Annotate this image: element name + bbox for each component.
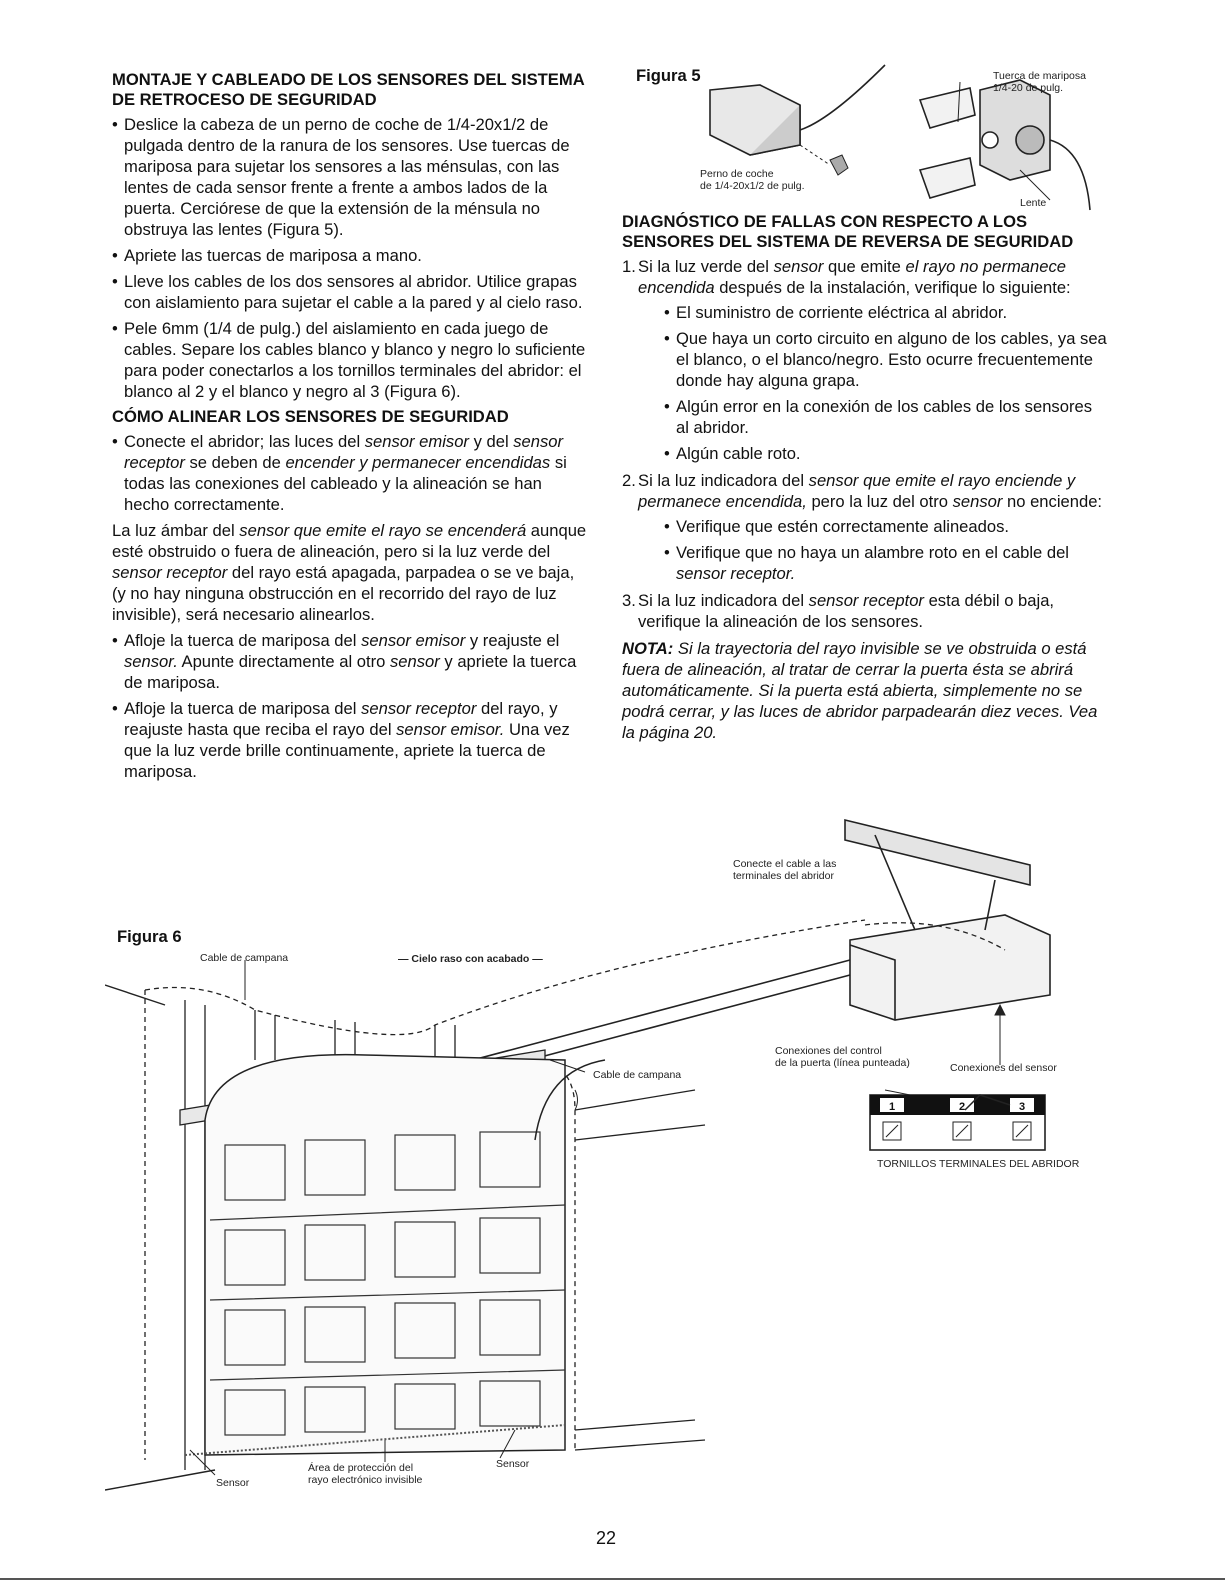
- amber-light-paragraph: La luz ámbar del sensor que emite el rayo se encenderá aunque esté obstruido o fuera de alineación, pero si la luz verde del sensor receptor del rayo está apagada, parpadea o se ve baja, (y no hay ninguna obstrucción en el recorrido del rayo de luz invisible), será necesario alinearlos.: [112, 521, 587, 624]
- note-paragraph: NOTA: Si la trayectoria del rayo invisible se ve obstruida o está fuera de alineación, al tratar de cerrar la puerta ésta se abrirá automáticamente. Si la puerta está abierta, simplemente no se podrá cerrar, y las luces de abridor parpadearán diez veces. Vea la página 20.: [622, 639, 1098, 742]
- sensor-connections-caption: Conexiones del sensor: [950, 1062, 1057, 1074]
- list-item: • Pele 6mm (1/4 de pulg.) del aislamiento en cada juego de cables. Separe los cables blanco y blanco y negro lo suficiente para poder conectarlos a los tornillos terminales del abridor: el blanco al 2 y el blanco y negro al 3 (Figura 6).: [112, 318, 590, 402]
- list-item: • Afloje la tuerca de mariposa del sensor receptor del rayo, y reajuste hasta que reciba el rayo del sensor emisor. Una vez que la luz verde brille continuamente, apriete la tuerca de mariposa.: [112, 698, 590, 782]
- sub-list: [638, 516, 1108, 584]
- list-item: • Verifique que no haya un alambre roto en el cable del sensor receptor.: [664, 542, 1108, 584]
- list-item: • Conecte el abridor; las luces del sensor emisor y del sensor receptor se deben de encender y permanecer encendidas si todas las conexiones del cableado y la alineación se han hecho correctamente.: [112, 431, 590, 515]
- carriage-bolt-caption: Perno de coche de 1/4-20x1/2 de pulg.: [700, 168, 805, 192]
- lens-caption: Lente: [1020, 197, 1047, 209]
- troubleshooting-list: [622, 256, 1108, 632]
- list-item: 1. Si la luz verde del sensor que emite el rayo no permanece encendida después de la instalación, verifique lo siguiente: • El suministro de corriente eléctrica al abridor. • Que haya un corto circuito en alguno de los cables, ya sea el blanco, o el blanco/negro. Esto ocurre frecuentemente donde hay alguna grapa. • Algún error en la conexión de los cables de los sensores al abridor. • Algún cable roto.: [622, 256, 1108, 464]
- heading-align-sensors: CÓMO ALINEAR LOS SENSORES DE SEGURIDAD: [112, 407, 509, 426]
- list-item: 3. Si la luz indicadora del sensor receptor esta débil o baja, verifique la alineación de los sensores.: [622, 591, 1055, 631]
- list-item: • Algún cable roto.: [664, 443, 1108, 464]
- page-number: 22: [596, 1528, 617, 1548]
- mounting-steps-list: [112, 114, 590, 402]
- bell-wire-caption-mid: Cable de campana: [593, 1069, 682, 1081]
- right-column: [622, 212, 1108, 748]
- bell-wire-caption-top: Cable de campana: [200, 952, 289, 964]
- list-item: • Lleve los cables de los dos sensores al abridor. Utilice grapas con aislamiento para sujetar el cable a la pared y al cielo raso.: [112, 271, 590, 313]
- terminal-screws-caption: TORNILLOS TERMINALES DEL ABRIDOR: [877, 1158, 1080, 1170]
- door-control-caption: Conexiones del control de la puerta (línea punteada): [775, 1045, 910, 1069]
- list-item: 2. Si la luz indicadora del sensor que emite el rayo enciende y permanece encendida, pero la luz del otro sensor no enciende: • Verifique que estén correctamente alineados. • Verifique que no haya un alambre roto en el cable del sensor receptor.: [622, 470, 1108, 584]
- protection-area-caption: Área de protección del rayo electrónico invisible: [308, 1462, 423, 1486]
- sensor-right-caption: Sensor: [496, 1458, 530, 1470]
- figure6-illustration: [105, 810, 1075, 1500]
- list-item: • Que haya un corto circuito en alguno de los cables, ya sea el blanco, o el blanco/negro. Esto ocurre frecuentemente donde hay alguna grapa.: [664, 328, 1108, 391]
- list-item: • Algún error en la conexión de los cables de los sensores al abridor.: [664, 396, 1108, 438]
- wing-nut-caption: Tuerca de mariposa 1/4-20 de pulg.: [993, 70, 1086, 94]
- finished-ceiling-caption: — Cielo raso con acabado —: [398, 953, 543, 965]
- bottom-rule: [0, 1578, 1225, 1580]
- terminal-label-1: 1: [888, 1101, 896, 1113]
- list-item: • Deslice la cabeza de un perno de coche de 1/4-20x1/2 de pulgada dentro de la ranura de los sensores. Use tuercas de mariposa para sujetar los sensores a las ménsulas, con las lentes de cada sensor frente a frente a ambos lados de la puerta. Cerciórese de que la extensión de la ménsula no obstruya las lentes (Figura 5).: [112, 114, 590, 240]
- list-item: • Afloje la tuerca de mariposa del sensor emisor y reajuste el sensor. Apunte directamente al otro sensor y apriete la tuerca de mariposa.: [112, 630, 590, 693]
- left-column: [112, 70, 590, 787]
- align-steps-list-b: [112, 630, 590, 782]
- terminal-label-3: 3: [1018, 1101, 1026, 1113]
- figure6-label: Figura 6: [117, 927, 182, 946]
- list-item: • Verifique que estén correctamente alineados.: [664, 516, 1108, 537]
- terminal-label-2: 2: [958, 1101, 966, 1113]
- heading-troubleshooting: DIAGNÓSTICO DE FALLAS CON RESPECTO A LOS SENSORES DEL SISTEMA DE REVERSA DE SEGURIDAD: [622, 212, 1074, 251]
- list-item: • El suministro de corriente eléctrica al abridor.: [664, 302, 1108, 323]
- sensor-left-caption: Sensor: [216, 1477, 250, 1489]
- sub-list: [638, 302, 1108, 464]
- heading-mounting-wiring: MONTAJE Y CABLEADO DE LOS SENSORES DEL SISTEMA DE RETROCESO DE SEGURIDAD: [112, 70, 585, 109]
- list-item: • Apriete las tuercas de mariposa a mano.: [112, 245, 590, 266]
- align-steps-list-a: [112, 431, 590, 515]
- figure5-label: Figura 5: [636, 66, 701, 85]
- connect-wire-caption: Conecte el cable a las terminales del abridor: [733, 858, 837, 882]
